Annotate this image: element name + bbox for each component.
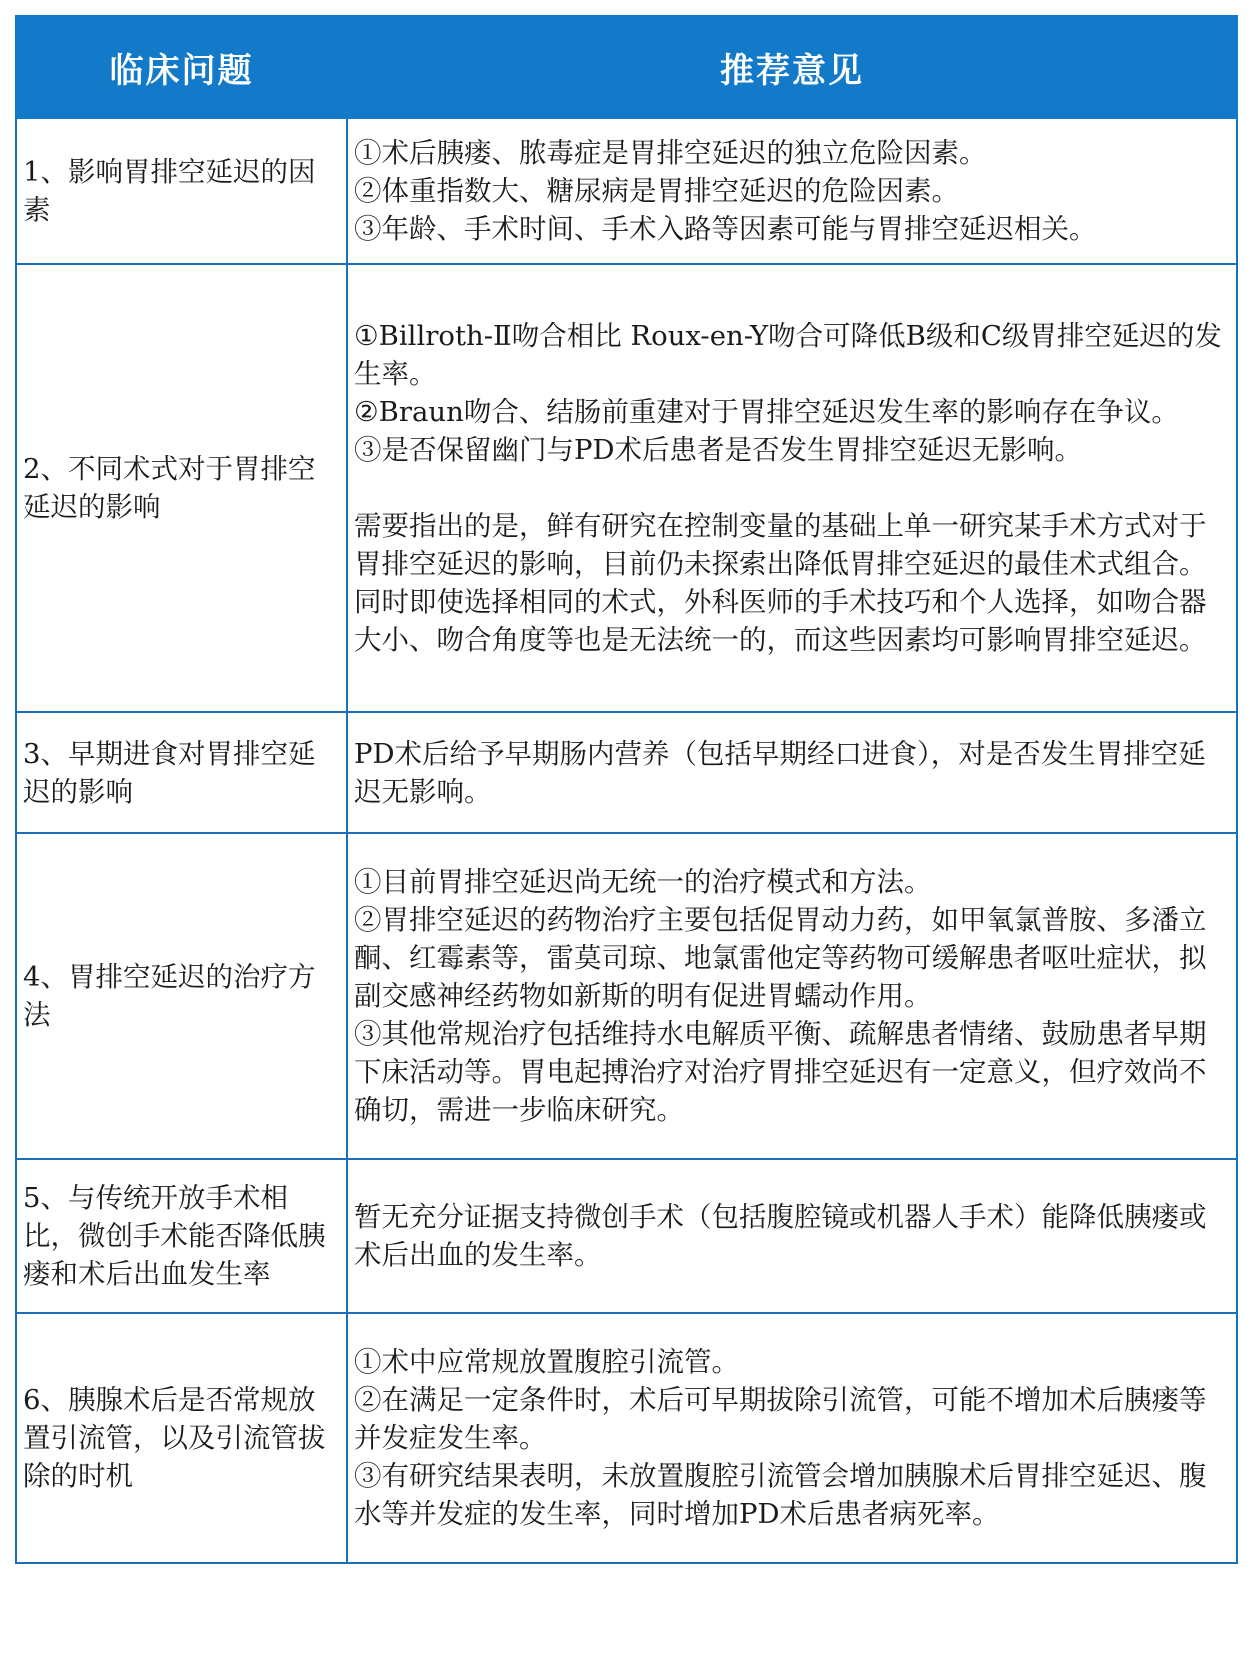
recommendation-line: 暂无充分证据支持微创手术（包括腹腔镜或机器人手术）能降低胰瘘或术后出血的发生率。	[354, 1201, 1207, 1271]
paragraph-gap	[354, 469, 1232, 507]
question-cell: 6、胰腺术后是否常规放置引流管，以及引流管拔除的时机	[16, 1313, 347, 1563]
question-cell: 5、与传统开放手术相比，微创手术能否降低胰瘘和术后出血发生率	[16, 1159, 347, 1313]
table-row	[16, 1313, 1237, 1563]
header-recommendation: 推荐意见	[347, 16, 1237, 118]
recommendation-line: ②体重指数大、糖尿病是胃排空延迟的危险因素。	[354, 175, 959, 207]
table-row	[16, 1159, 1237, 1313]
recommendation-line: ③年龄、手术时间、手术入路等因素可能与胃排空延迟相关。	[354, 213, 1097, 245]
recommendation-line: ②胃排空延迟的药物治疗主要包括促胃动力药，如甲氧氯普胺、多潘立酮、红霉素等，雷莫司琼、地氯雷他定等药物可缓解患者呕吐症状，拟副交感神经药物如新斯的明有促进胃蠕动作用。	[354, 904, 1207, 1012]
table-row	[16, 833, 1237, 1159]
recommendation-line: PD术后给予早期肠内营养（包括早期经口进食），对是否发生胃排空延迟无影响。	[354, 737, 1206, 808]
recommendation-line: ③有研究结果表明，未放置腹腔引流管会增加胰腺术后胃排空延迟、腹水等并发症的发生率，同时增加PD术后患者病死率。	[354, 1460, 1207, 1530]
recommendation-table	[15, 15, 1238, 1564]
recommendation-line: ①Billroth-Ⅱ吻合相比 Roux-en-Y吻合可降低B级和C级胃排空延迟的发生率。	[354, 320, 1222, 390]
recommendation-cell	[347, 1313, 1237, 1563]
question-cell: 2、不同术式对于胃排空延迟的影响	[16, 264, 347, 712]
recommendation-cell	[347, 833, 1237, 1159]
question-cell: 1、影响胃排空延迟的因素	[16, 118, 347, 264]
header-clinical-question: 临床问题	[16, 16, 347, 118]
recommendation-cell	[347, 118, 1237, 264]
recommendation-line: ②在满足一定条件时，术后可早期拔除引流管，可能不增加术后胰瘘等并发症发生率。	[354, 1384, 1207, 1454]
table-row	[16, 712, 1237, 833]
recommendation-line: ①术后胰瘘、脓毒症是胃排空延迟的独立危险因素。	[354, 137, 987, 169]
question-cell: 3、早期进食对胃排空延迟的影响	[16, 712, 347, 833]
question-cell: 4、胃排空延迟的治疗方法	[16, 833, 347, 1159]
recommendation-cell	[347, 1159, 1237, 1313]
recommendation-cell	[347, 264, 1237, 712]
recommendation-line: ③其他常规治疗包括维持水电解质平衡、疏解患者情绪、鼓励患者早期下床活动等。胃电起搏治疗对治疗胃排空延迟有一定意义，但疗效尚不确切，需进一步临床研究。	[354, 1018, 1207, 1126]
recommendation-line: ①术中应常规放置腹腔引流管。	[354, 1346, 739, 1378]
table-row	[16, 118, 1237, 264]
recommendation-line: ③是否保留幽门与PD术后患者是否发生胃排空延迟无影响。	[354, 434, 1083, 466]
recommendation-cell	[347, 712, 1237, 833]
recommendation-line: ①目前胃排空延迟尚无统一的治疗模式和方法。	[354, 866, 932, 898]
recommendation-line: ②Braun吻合、结肠前重建对于胃排空延迟发生率的影响存在争议。	[354, 396, 1179, 428]
table-row	[16, 264, 1237, 712]
header-row	[16, 16, 1237, 118]
recommendation-note: 需要指出的是，鲜有研究在控制变量的基础上单一研究某手术方式对于胃排空延迟的影响，目前仍未探索出降低胃排空延迟的最佳术式组合。同时即使选择相同的术式，外科医师的手术技巧和个人选择，如吻合器大小、吻合角度等也是无法统一的，而这些因素均可影响胃排空延迟。	[354, 510, 1207, 656]
